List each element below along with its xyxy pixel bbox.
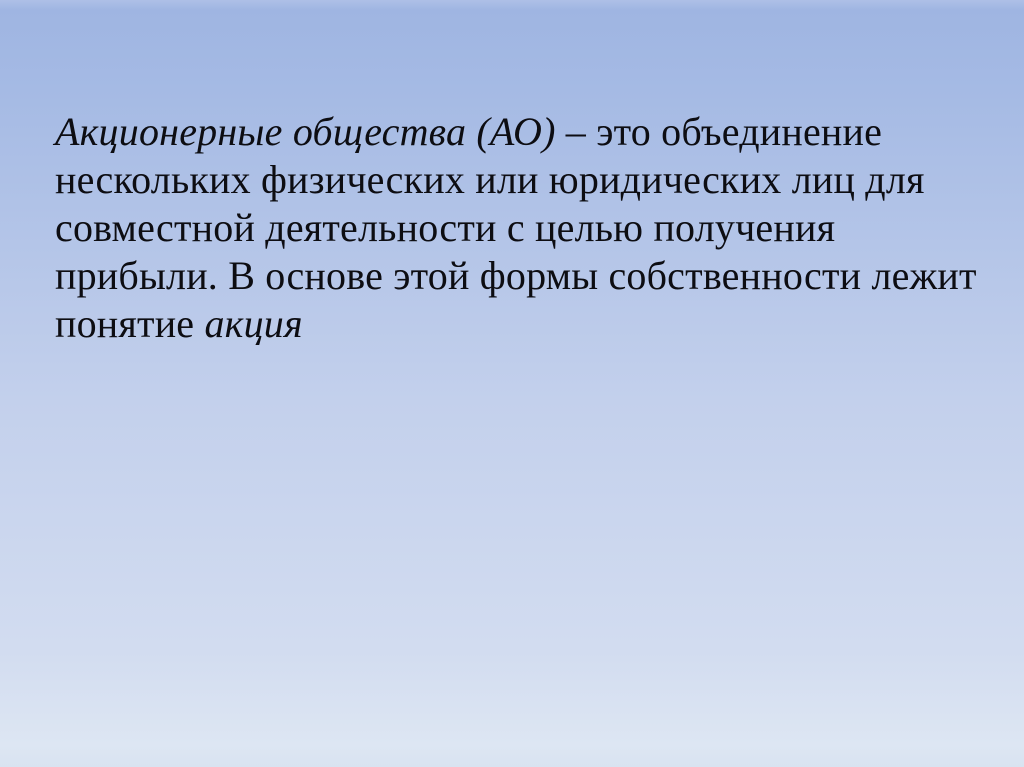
slide-paragraph	[55, 108, 975, 348]
text-segment: нескольких физических или юридических лиц для	[55, 157, 925, 202]
italic-term: акция	[204, 301, 303, 346]
italic-term: Акционерные общества (АО)	[55, 109, 556, 154]
text-line	[55, 300, 975, 348]
text-segment: понятие	[55, 301, 205, 346]
text-line	[55, 204, 975, 252]
text-line	[55, 108, 975, 156]
text-segment: – это объединение	[555, 109, 883, 154]
text-segment: прибыли. В основе этой формы собственности лежит	[55, 253, 977, 298]
text-segment: совместной деятельности с целью получения	[55, 205, 836, 250]
text-line	[55, 252, 975, 300]
text-line	[55, 156, 975, 204]
